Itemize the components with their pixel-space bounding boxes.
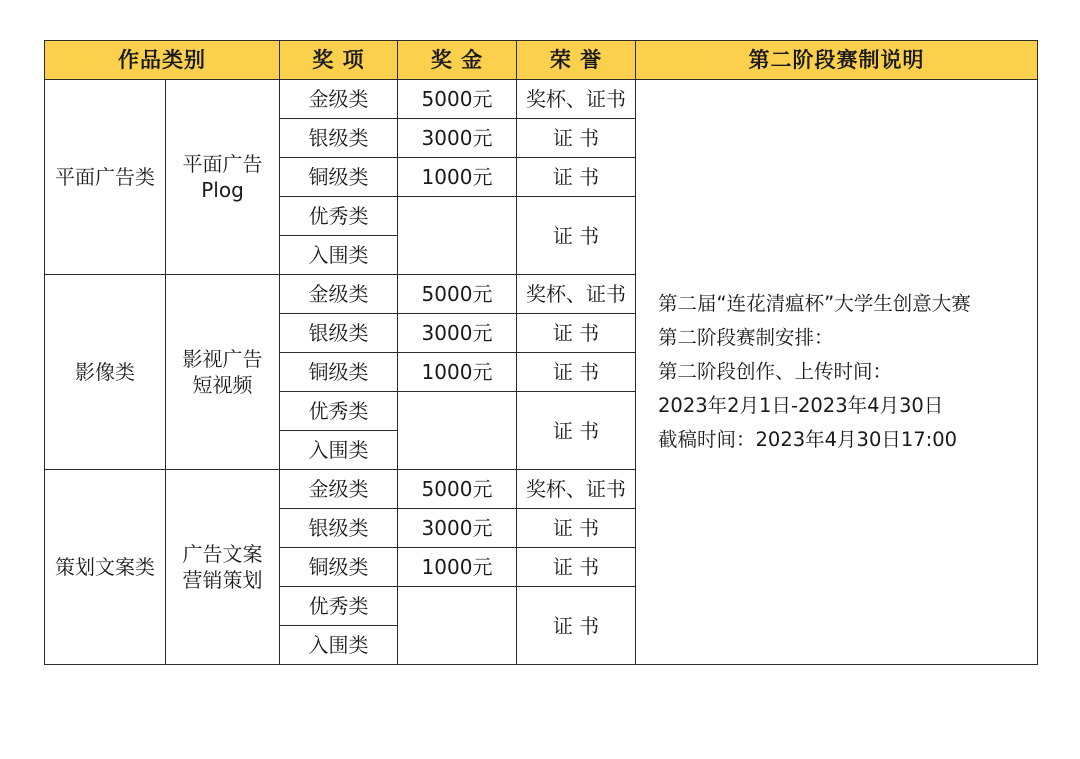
- honor-cell: 证 书: [517, 587, 636, 665]
- rules-line: 2023年2月1日-2023年4月30日: [658, 394, 944, 417]
- award-cell: 金级类: [280, 275, 398, 314]
- award-cell: 银级类: [280, 314, 398, 353]
- award-cell: 入围类: [280, 431, 398, 470]
- award-cell: 银级类: [280, 119, 398, 158]
- subcategory-line: 营销策划: [182, 568, 263, 592]
- award-cell: 优秀类: [280, 587, 398, 626]
- prize-cell: [398, 392, 517, 470]
- header-row: [45, 41, 1038, 80]
- award-cell: 入围类: [280, 626, 398, 665]
- category-cell: 平面广告类: [45, 80, 166, 275]
- honor-cell: 奖杯、证书: [517, 470, 636, 509]
- prize-cell: 5000元: [398, 80, 517, 119]
- prize-cell: 3000元: [398, 119, 517, 158]
- honor-cell: 证 书: [517, 158, 636, 197]
- rules-line: 第二阶段创作、上传时间：: [658, 360, 893, 383]
- prize-cell: 1000元: [398, 353, 517, 392]
- rules-line: 第二届“连花清瘟杯”大学生创意大赛: [658, 292, 971, 315]
- header-prize: 奖 金: [398, 41, 517, 80]
- category-cell: 策划文案类: [45, 470, 166, 665]
- rules-line: 第二阶段赛制安排：: [658, 326, 834, 349]
- prize-cell: [398, 587, 517, 665]
- honor-cell: 证 书: [517, 197, 636, 275]
- rules-line: 截稿时间：2023年4月30日17:00: [658, 428, 958, 451]
- award-cell: 优秀类: [280, 197, 398, 236]
- honor-cell: 证 书: [517, 548, 636, 587]
- header-rules: 第二阶段赛制说明: [636, 41, 1038, 80]
- award-cell: 金级类: [280, 470, 398, 509]
- award-cell: 入围类: [280, 236, 398, 275]
- honor-cell: 奖杯、证书: [517, 80, 636, 119]
- prize-cell: 5000元: [398, 275, 517, 314]
- prize-cell: 1000元: [398, 548, 517, 587]
- prize-cell: 5000元: [398, 470, 517, 509]
- award-cell: 铜级类: [280, 548, 398, 587]
- prize-cell: [398, 197, 517, 275]
- subcategory-cell: [166, 80, 280, 275]
- prize-cell: 3000元: [398, 314, 517, 353]
- rules-cell: [636, 80, 1038, 665]
- header-honor: 荣 誉: [517, 41, 636, 80]
- subcategory-line: 影视广告: [182, 347, 263, 371]
- award-cell: 金级类: [280, 80, 398, 119]
- honor-cell: 证 书: [517, 353, 636, 392]
- award-cell: 银级类: [280, 509, 398, 548]
- table-row: [45, 80, 1038, 119]
- honor-cell: 证 书: [517, 119, 636, 158]
- honor-cell: 奖杯、证书: [517, 275, 636, 314]
- subcategory-line: 短视频: [192, 373, 253, 397]
- prize-cell: 1000元: [398, 158, 517, 197]
- subcategory-line: 广告文案: [182, 542, 263, 566]
- award-cell: 铜级类: [280, 353, 398, 392]
- header-category: 作品类别: [45, 41, 280, 80]
- category-cell: 影像类: [45, 275, 166, 470]
- header-award: 奖 项: [280, 41, 398, 80]
- honor-cell: 证 书: [517, 314, 636, 353]
- subcategory-cell: [166, 275, 280, 470]
- subcategory-cell: [166, 470, 280, 665]
- awards-table: [44, 40, 1038, 665]
- subcategory-line: 平面广告: [182, 152, 263, 176]
- award-cell: 铜级类: [280, 158, 398, 197]
- honor-cell: 证 书: [517, 509, 636, 548]
- honor-cell: 证 书: [517, 392, 636, 470]
- prize-cell: 3000元: [398, 509, 517, 548]
- subcategory-line: Plog: [201, 178, 244, 202]
- award-cell: 优秀类: [280, 392, 398, 431]
